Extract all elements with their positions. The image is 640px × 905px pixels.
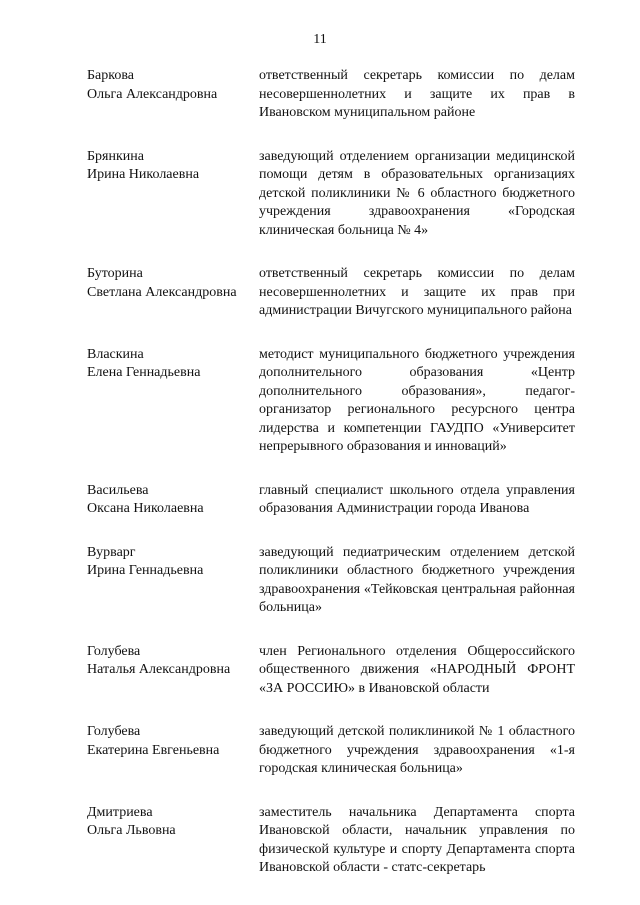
position-description: заведующий отделением организации медицинской помощи детям в образовательных организациях детской поликлиники № 6 областного бюджетного учреждения здравоохранения «Городская клиническая больница № 4» <box>259 148 575 238</box>
list-item <box>87 723 575 779</box>
given-names: Светлана Александровна <box>87 284 237 300</box>
person-name <box>87 804 259 841</box>
position-description: главный специалист школьного отдела управления образования Администрации города Иванова <box>259 482 575 516</box>
list-item <box>87 265 575 321</box>
surname: Буторина <box>87 266 143 281</box>
surname: Голубева <box>87 724 141 739</box>
list-item <box>87 482 575 519</box>
given-names: Ирина Геннадьевна <box>87 563 204 578</box>
given-names: Ольга Александровна <box>87 86 218 102</box>
surname: Баркова <box>87 68 134 83</box>
list-item <box>87 67 575 123</box>
person-name <box>87 148 259 185</box>
position-description: заведующий детской поликлиникой № 1 областного бюджетного учреждения здравоохранения «1-я городская клиническая больница» <box>259 724 575 776</box>
given-names: Ольга Львовна <box>87 823 176 838</box>
member-list <box>87 67 575 903</box>
surname: Вурварг <box>87 544 136 560</box>
person-name <box>87 265 259 302</box>
surname: Голубева <box>87 643 141 659</box>
list-item <box>87 544 575 618</box>
position-description: член Регионального отделения Общероссийского общественного движения «НАРОДНЫЙ ФРОНТ «ЗА РОССИЮ» в Ивановской области <box>259 643 575 696</box>
given-names: Оксана Николаевна <box>87 501 204 516</box>
position-description: ответственный секретарь комиссии по делам несовершеннолетних и защите их прав в Ивановском муниципальном районе <box>259 68 575 120</box>
surname: Брянкина <box>87 148 144 164</box>
given-names: Ирина Николаевна <box>87 167 200 182</box>
person-name <box>87 482 259 519</box>
person-name <box>87 643 259 680</box>
page-number: 11 <box>313 32 327 47</box>
list-item <box>87 643 575 699</box>
given-names: Екатерина Евгеньевна <box>87 742 220 758</box>
list-item <box>87 148 575 241</box>
person-name <box>87 67 259 104</box>
position-description: ответственный секретарь комиссии по делам несовершеннолетних и защите их прав при администрации Вичугского муниципального района <box>259 266 575 318</box>
list-item <box>87 346 575 457</box>
position-description: методист муниципального бюджетного учреждения дополнительного образования «Центр дополнительного образования», педагог-организатор регионального ресурсного центра лидерства и компетенции ГАУДПО «Университет непрерывного образования и инноваций» <box>259 346 575 454</box>
person-name <box>87 723 259 760</box>
person-name <box>87 544 259 581</box>
given-names: Елена Геннадьевна <box>87 365 201 380</box>
surname: Дмитриева <box>87 804 153 820</box>
position-description: заместитель начальника Департамента спорта Ивановской области, начальник управления по физической культуре и спорту Департамента спорта Ивановской области - статс-секретарь <box>259 804 575 875</box>
surname: Васильева <box>87 482 149 498</box>
position-description: заведующий педиатрическим отделением детской поликлиники областного бюджетного учреждения здравоохранения «Тейковская центральная районная больница» <box>259 544 575 615</box>
person-name <box>87 346 259 383</box>
given-names: Наталья Александровна <box>87 662 231 677</box>
surname: Власкина <box>87 346 144 362</box>
list-item <box>87 804 575 878</box>
